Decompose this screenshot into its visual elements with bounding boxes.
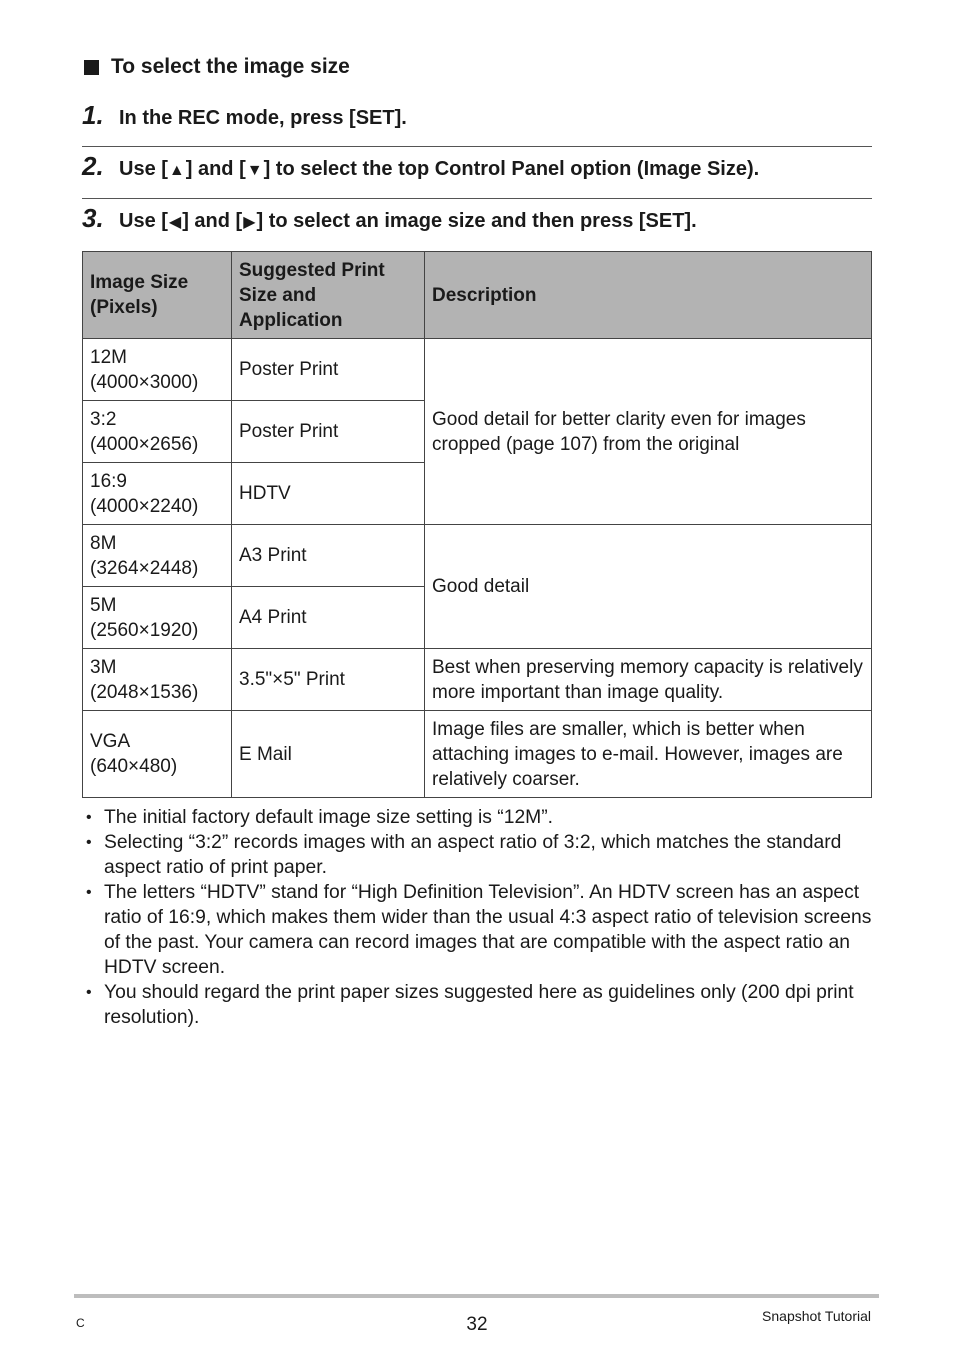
- image-size-table: [82, 251, 872, 798]
- size-cell: [83, 711, 232, 798]
- header-description: Description: [425, 252, 872, 339]
- up-triangle-icon: ▲: [168, 162, 185, 179]
- down-triangle-icon: ▼: [246, 162, 263, 179]
- step-number: 1.: [82, 100, 104, 130]
- print-cell: HDTV: [232, 463, 425, 525]
- size-pixels: (640×480): [90, 756, 178, 777]
- section-heading: [84, 54, 350, 80]
- description-cell: Image files are smaller, which is better when attaching images to e-mail. However, images are relatively coarser.: [425, 711, 872, 798]
- black-square-icon: [84, 60, 99, 75]
- table-row: [83, 339, 872, 401]
- step-text: [119, 154, 759, 186]
- size-label: 3M: [90, 656, 117, 678]
- step-1: [82, 100, 872, 133]
- print-cell: A4 Print: [232, 587, 425, 649]
- step-number: 3.: [82, 203, 104, 233]
- print-cell: A3 Print: [232, 525, 425, 587]
- print-cell: 3.5"×5" Print: [232, 649, 425, 711]
- print-cell: Poster Print: [232, 339, 425, 401]
- size-label: 12M: [90, 346, 127, 368]
- size-label: 5M: [90, 594, 117, 616]
- step-text: In the REC mode, press [SET].: [119, 107, 407, 129]
- footer-section-title: Snapshot Tutorial: [762, 1308, 871, 1324]
- list-item: • You should regard the print paper sizes suggested here as guidelines only (200 dpi print resolution).: [82, 980, 872, 1030]
- step-divider: [82, 198, 872, 199]
- table-row: [83, 525, 872, 587]
- size-pixels: (4000×3000): [90, 371, 199, 393]
- size-pixels: (2048×1536): [90, 681, 199, 703]
- size-pixels: (3264×2448): [90, 557, 199, 579]
- list-item: • The letters “HDTV” stand for “High Definition Television”. An HDTV screen has an aspect ratio of 16:9, which makes them wider than the usual 4:3 aspect ratio of television screens of the past. Your camera can record images that are compatible with the aspect ratio an HDTV screen.: [82, 880, 872, 980]
- size-cell: [83, 525, 232, 587]
- step-text-part: ] and [: [185, 158, 246, 180]
- left-triangle-icon: ◀: [168, 214, 182, 231]
- header-image-size: Image Size (Pixels): [83, 252, 232, 339]
- size-cell: [83, 339, 232, 401]
- right-triangle-icon: ▶: [243, 214, 256, 231]
- size-pixels: (4000×2240): [90, 495, 199, 517]
- print-cell: E Mail: [232, 711, 425, 798]
- description-cell: Good detail for better clarity even for images cropped (page 107) from the original: [425, 339, 872, 525]
- size-label: 16:9: [90, 470, 127, 492]
- print-cell: Poster Print: [232, 401, 425, 463]
- description-cell: Good detail: [425, 525, 872, 649]
- step-2: [82, 151, 872, 186]
- step-3: [82, 203, 872, 238]
- step-text-part: ] and [: [182, 210, 243, 232]
- header-suggested-print: Suggested Print Size and Application: [232, 252, 425, 339]
- size-pixels: (2560×1920): [90, 619, 199, 641]
- table-row: [83, 711, 872, 798]
- notes-list: [82, 805, 872, 1030]
- page-number: 32: [466, 1314, 488, 1335]
- size-cell: [83, 463, 232, 525]
- step-text: [119, 206, 697, 238]
- size-pixels: (4000×2656): [90, 433, 199, 455]
- size-label: VGA: [90, 731, 131, 752]
- step-divider: [82, 146, 872, 147]
- step-number: 2.: [82, 151, 104, 181]
- list-item: • The initial factory default image size setting is “12M”.: [82, 805, 872, 830]
- table-row: [83, 649, 872, 711]
- size-cell: [83, 401, 232, 463]
- footer-language-mark: C: [76, 1316, 85, 1330]
- section-heading-text: To select the image size: [111, 55, 350, 78]
- step-text-part: Use [: [119, 158, 168, 180]
- size-cell: [83, 649, 232, 711]
- description-cell: Best when preserving memory capacity is relatively more important than image quality.: [425, 649, 872, 711]
- table-header-row: [83, 252, 872, 339]
- step-text-part: Use [: [119, 210, 168, 232]
- size-label: 3:2: [90, 408, 117, 430]
- step-text-part: ] to select an image size and then press [SET].: [256, 210, 697, 232]
- size-cell: [83, 587, 232, 649]
- list-item: • Selecting “3:2” records images with an aspect ratio of 3:2, which matches the standard aspect ratio of print paper.: [82, 830, 872, 880]
- footer-divider: [74, 1294, 879, 1298]
- step-text-part: ] to select the top Control Panel option (Image Size).: [263, 158, 760, 180]
- size-label: 8M: [90, 532, 117, 554]
